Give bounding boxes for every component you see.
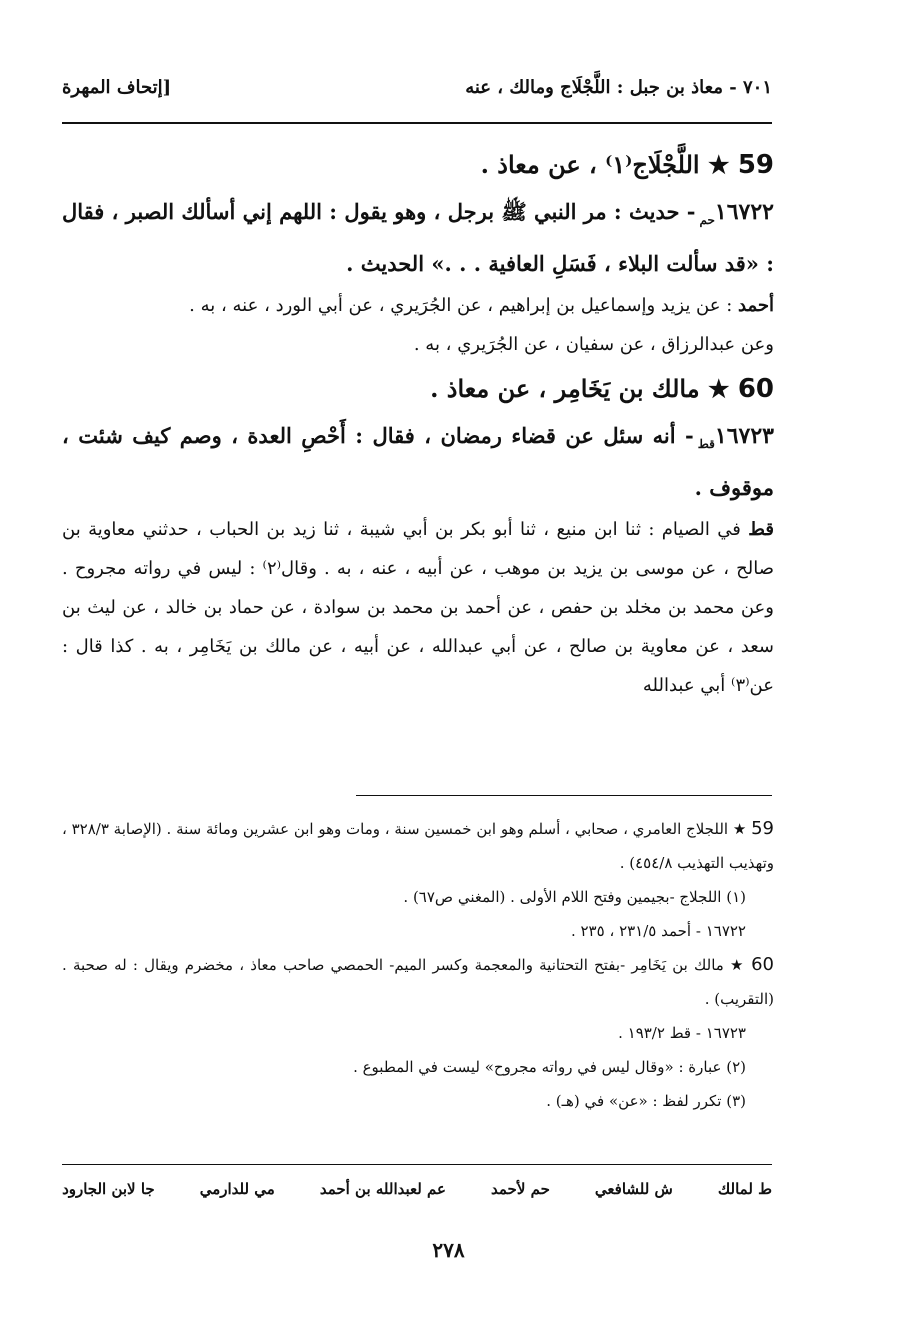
- section-title: اللَّجْلَاج⁽١⁾ ، عن معاذ .: [480, 150, 700, 179]
- source-chain: : عن يزيد وإسماعيل بن إبراهيم ، عن الجُرَيري ، عن أبي الورد ، عنه ، به .: [189, 295, 733, 317]
- abbreviation-legend: [62, 1180, 772, 1198]
- section-title: مالك بن يَخَامِر ، عن معاذ .: [430, 374, 700, 404]
- legend-rule: [62, 1164, 772, 1165]
- star-icon: ★: [730, 956, 745, 974]
- source-chain: في الصيام : ثنا ابن منيع ، ثنا أبو بكر بن أبي شيبة ، ثنا زيد بن الحباب ، حدثني معاوية بن صالح ، عن موسى بن يزيد بن موهب ، عن أبيه ، عنه ، به . وقال⁽٢⁾ : ليس في رواته مجروح . وعن محمد بن مخلد بن حفص ، عن أحمد بن محمد بن سوادة ، عن حماد بن خالد ، عن ليث بن سعد ، عن معاوية بن صالح ، عن أبي عبدالله ، عن أبيه ، عن مالك بن يَخَامِر ، به . كذا قال : عن⁽٣⁾ أبي عبدالله: [62, 519, 775, 697]
- star-icon: ★: [707, 150, 730, 179]
- footnote-text: مالك بن يَخَامِر -بفتح التحتانية والمعجمة وكسر الميم- الحمصي صاحب معاذ ، مخضرم ويقال : له صحبة . (التقريب) .: [62, 956, 774, 1008]
- header-chapter-title: ٧٠١ - معاذ بن جبل : اللَّجْلَاج ومالك ، عنه: [465, 76, 772, 98]
- footnote-1: (١) اللجلاج -بجيمين وفتح اللام الأولى . (المغني ص٦٧) .: [403, 888, 746, 906]
- running-header: [62, 70, 772, 104]
- legend-item: ش للشافعي: [594, 1180, 673, 1198]
- legend-item: ط لمالك: [717, 1180, 772, 1198]
- footnote-16722: ١٦٧٢٢ - أحمد ٢٣١/٥ ، ٢٣٥ .: [570, 922, 746, 940]
- section-59-heading: [62, 140, 774, 190]
- section-number: 59: [737, 150, 774, 180]
- source-symbol: حم: [699, 213, 715, 228]
- legend-item: عم لعبدالله بن أحمد: [319, 1180, 446, 1198]
- footnote-16723: ١٦٧٢٣ - قط ١٩٣/٢ .: [618, 1024, 746, 1042]
- source-symbol: قط: [697, 437, 715, 452]
- star-icon: ★: [707, 374, 730, 404]
- hadith-text: - أنه سئل عن قضاء رمضان ، فقال : أَحْصِ العدة ، وصم كيف شئت ، موقوف .: [62, 423, 774, 501]
- hadith-16722: [62, 190, 774, 286]
- star-icon: ★: [732, 820, 747, 838]
- footnotes: [62, 812, 774, 1118]
- hadith-number: ١٦٧٢٣: [714, 423, 774, 450]
- footnote-number: 59: [751, 818, 774, 839]
- footnote-rule: [356, 795, 772, 796]
- header-book-title: [إتحاف المهرة: [62, 76, 172, 98]
- main-text: [62, 140, 774, 705]
- legend-item: جا لابن الجارود: [62, 1180, 155, 1198]
- header-rule: [62, 122, 772, 124]
- legend-item: حم لأحمد: [491, 1180, 550, 1198]
- footnote-text: اللجلاج العامري ، صحابي ، أسلم وهو ابن خمسين سنة ، ومات وهو ابن عشرين ومائة سنة . (الإصابة ٣٢٨/٣ ، وتهذيب التهذيب ٤٥٤/٨) .: [62, 820, 774, 872]
- section-number: 60: [737, 374, 774, 405]
- hadith-text: - حديث : مر النبي ﷺ برجل ، وهو يقول : اللهم إني أسألك الصبر ، فقال : «قد سألت البلاء ، فَسَلِ العافية . . .» الحديث .: [62, 199, 774, 277]
- section-60-heading: [62, 364, 774, 414]
- hadith-number: ١٦٧٢٢: [714, 199, 774, 225]
- hadith-16723: [62, 414, 774, 510]
- footnote-2: (٢) عبارة : «وقال ليس في رواته مجروح» ليست في المطبوع .: [353, 1058, 746, 1076]
- source-label: قط: [748, 519, 774, 541]
- page-number: ٢٧٨: [432, 1238, 465, 1262]
- hadith-16723-source: [62, 510, 774, 705]
- hadith-16722-source-2: وعن عبدالرزاق ، عن سفيان ، عن الجُرَيري ، به .: [413, 334, 774, 356]
- legend-item: مي للدارمي: [199, 1180, 275, 1198]
- footnote-60: [62, 948, 774, 1016]
- footnote-3: (٣) تكرر لفظ : «عن» في (هـ) .: [546, 1092, 746, 1110]
- hadith-16722-source-1: [62, 286, 774, 325]
- footnote-59: [62, 812, 774, 880]
- source-label: أحمد: [738, 295, 774, 317]
- footnote-number: 60: [751, 954, 774, 975]
